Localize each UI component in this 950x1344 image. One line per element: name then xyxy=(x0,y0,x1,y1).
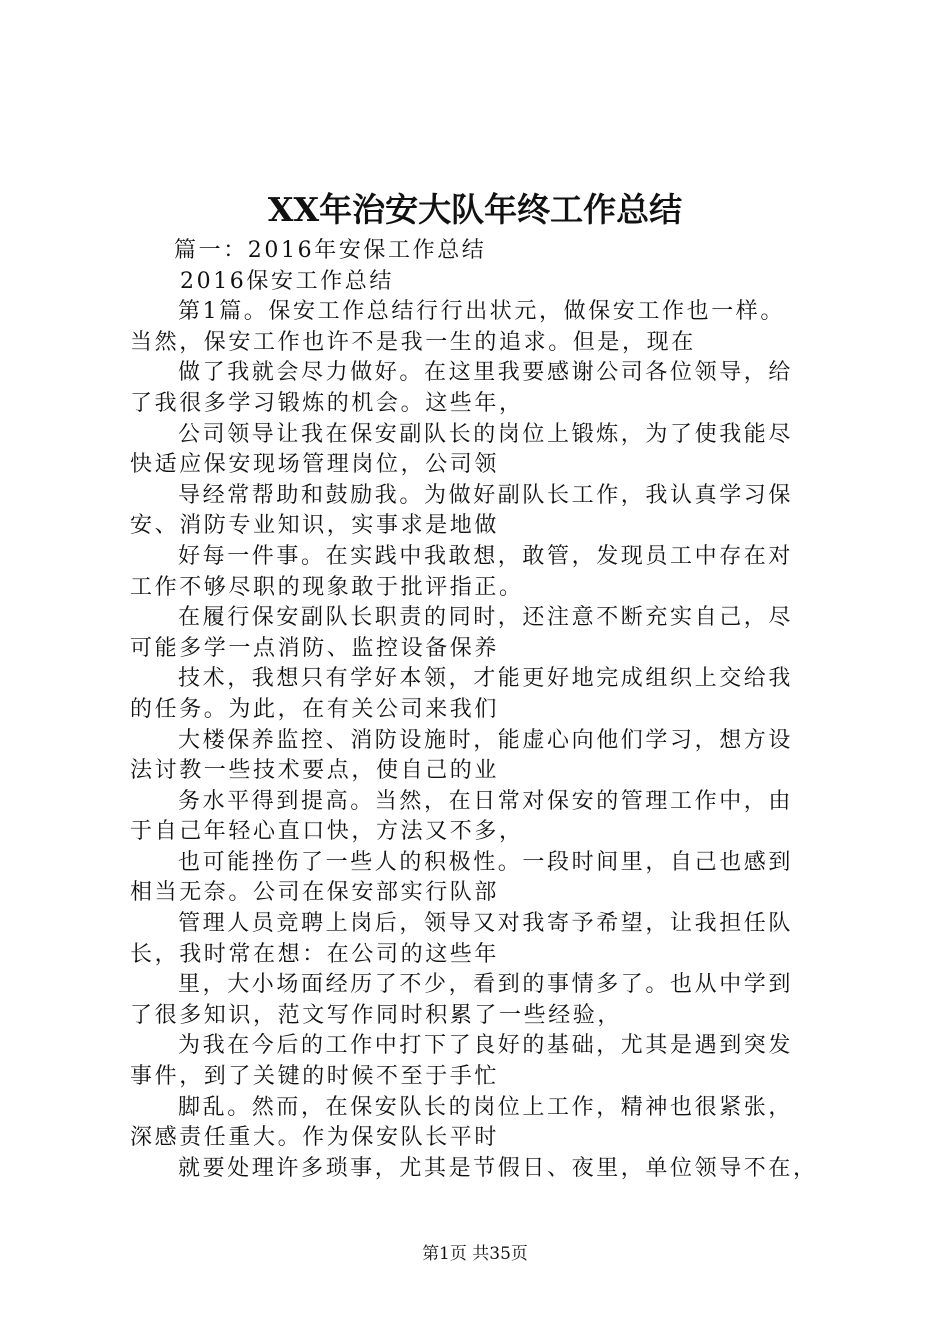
body-line: 管理人员竞聘上岗后，领导又对我寄予希望，让我担任队 xyxy=(178,911,794,937)
body-line: 长，我时常在想：在公司的这些年 xyxy=(130,941,500,967)
body-line: 为我在今后的工作中打下了良好的基础，尤其是遇到突发 xyxy=(178,1033,794,1059)
body-line: 在履行保安副队长职责的同时，还注意不断充实自己，尽 xyxy=(178,605,794,631)
body-line: 脚乱。然而，在保安队长的岗位上工作，精神也很紧张， xyxy=(178,1094,794,1120)
body-line: 好每一件事。在实践中我敢想，敢管，发现员工中存在对 xyxy=(178,543,794,569)
body-line: 就要处理许多琐事，尤其是节假日、夜里，单位领导不在， xyxy=(178,1155,818,1181)
body-line: 深感责任重大。作为保安队长平时 xyxy=(130,1125,500,1151)
body-line: 技术，我想只有学好本领，才能更好地完成组织上交给我 xyxy=(178,666,794,692)
document-title: XX年治安大队年终工作总结 xyxy=(267,190,683,229)
body-line: 务水平得到提高。当然，在日常对保安的管理工作中，由 xyxy=(178,788,794,814)
body-line: 也可能挫伤了一些人的积极性。一段时间里，自己也感到 xyxy=(178,849,794,875)
body-line: 于自己年轻心直口快，方法又不多， xyxy=(130,819,524,845)
body-line: 事件，到了关键的时候不至于手忙 xyxy=(130,1064,500,1090)
body-line: 里，大小场面经历了不少，看到的事情多了。也从中学到 xyxy=(178,972,794,998)
body-line: 安、消防专业知识，实事求是地做 xyxy=(130,513,500,539)
body-line: 可能多学一点消防、监控设备保养 xyxy=(130,635,500,661)
body-line: 快适应保安现场管理岗位，公司领 xyxy=(130,452,500,478)
sub-heading: 2016保安工作总结 xyxy=(180,268,394,294)
section-heading: 篇一：2016年安保工作总结 xyxy=(174,238,487,263)
body-line: 第1篇。保安工作总结行行出状元，做保安工作也一样。 xyxy=(178,299,785,325)
body-line: 公司领导让我在保安副队长的岗位上锻炼，为了使我能尽 xyxy=(178,421,794,447)
body-line: 了我很多学习锻炼的机会。这些年， xyxy=(130,390,524,416)
body-line: 当然，保安工作也许不是我一生的追求。但是，现在 xyxy=(130,329,696,355)
body-line: 做了我就会尽力做好。在这里我要感谢公司各位领导，给 xyxy=(178,360,794,386)
body-line: 相当无奈。公司在保安部实行队部 xyxy=(130,880,500,906)
page-number-footer: 第1页 共35页 xyxy=(422,1244,528,1264)
body-line: 大楼保养监控、消防设施时，能虚心向他们学习，想方设 xyxy=(178,727,794,753)
body-line: 导经常帮助和鼓励我。为做好副队长工作，我认真学习保 xyxy=(178,482,794,508)
body-line: 法讨教一些技术要点，使自己的业 xyxy=(130,758,500,784)
body-line: 的任务。为此，在有关公司来我们 xyxy=(130,696,500,722)
document-body xyxy=(130,236,836,1184)
body-line: 了很多知识，范文写作同时积累了一些经验， xyxy=(130,1002,623,1028)
body-line: 工作不够尽职的现象敢于批评指正。 xyxy=(130,574,524,600)
